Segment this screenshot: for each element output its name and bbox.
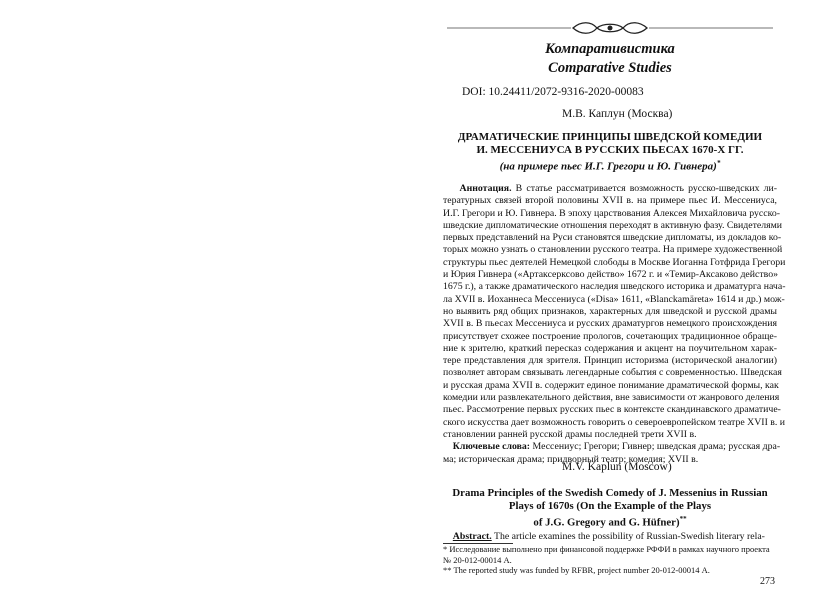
title-en-line: of J.G. Gregory and G. Hüfner)** [533, 515, 687, 529]
abstract-line: ние к зрителю, краткий пересказ содержания и акцент на поучительном харак- [443, 342, 777, 354]
abstract-line: Аннотация. В статье рассматривается возможность русско-шведских ли- [459, 183, 778, 194]
abstract-line: пьес. Рассмотрение первых русских пьес в контексте скандинавского драматиче- [443, 404, 781, 416]
section-title-en: Comparative Studies [548, 60, 672, 76]
footnote-2: ** The reported study was funded by RFBR, project number 20-012-00014 А. [443, 565, 710, 575]
author-en: M.V. Kaplun (Moscow) [562, 461, 672, 473]
author-ru: М.В. Каплун (Москва) [562, 108, 673, 120]
section-title-ru: Компаративистика [545, 41, 675, 57]
title-en-line: Drama Principles of the Swedish Comedy of J. Messenius in Russian [452, 487, 768, 499]
article-title-en [443, 487, 777, 530]
abstract-line: присутствует схожее построение прологов, сочетающих традиционное обраще- [443, 330, 777, 342]
keywords-label: Ключевые слова: [452, 441, 531, 453]
abstract-en-label: Abstract. [452, 531, 492, 542]
title-ru-line: ДРАМАТИЧЕСКИЕ ПРИНЦИПЫ ШВЕДСКОЙ КОМЕДИИ [457, 131, 763, 143]
abstract-line: первых представлений на Руси становятся шведские дипломаты, из докладов ко- [443, 232, 782, 244]
title-en-line: Plays of 1670s (On the Example of the Plays [508, 500, 712, 512]
footnote-1-cont: № 20-012-00014 А. [443, 554, 512, 565]
abstract-line: становлении ранней русской драмы последней трети XVII в. [443, 428, 697, 440]
footnotes [443, 544, 777, 576]
abstract-line: и Юрия Гивнера («Артаксерксово действо» 1672 г. и «Темир-Аксаково действо» [443, 269, 779, 281]
abstract-line: комедии или развлекательного действия, вне зависимости от жанрового деления [443, 392, 780, 404]
abstract-en [443, 531, 777, 542]
abstract-line: ского искусства дает возможность говорить о североевропейском театре XVII в. и [443, 416, 786, 428]
title-ru-line: И. МЕССЕНИУСА В РУССКИХ ПЬЕСАХ 1670-Х ГГ. [476, 144, 744, 156]
keywords-line: ма; историческая драма; придворный театр; комедия; XVII в. [443, 453, 699, 465]
abstract-line: и русская драма XVII в. содержит единое понимание драматической формы, как [443, 379, 779, 391]
footnote-mark: * [716, 159, 721, 167]
abstract-line: ла XVII в. Иоханнеса Мессениуса («Disa» 1611, «Blanckamärеta» 1614 и др.) мож- [443, 293, 785, 305]
abstract-en-text: The article examines the possibility of Russian-Swedish literary rela- [491, 531, 765, 542]
header-ornament [443, 20, 777, 36]
article-title-ru [443, 131, 777, 174]
abstract-line: XVII в. В пьесах Мессениуса и русских драматургов немецкого происхождения [443, 318, 777, 330]
abstract-line: структуры пьес деятелей Немецкой слободы в Москве Иоганна Готфрида Грегори [443, 256, 786, 268]
abstract-line: 1675 г.), а также драматического наследия шведского историка и драматурга нача- [443, 281, 786, 293]
footnote-1: * Исследование выполнено при финансовой поддержке РФФИ в рамках научного проекта [443, 544, 770, 554]
title-ru-subtitle: (на примере пьес И.Г. Грегори и Ю. Гивнера)* [499, 159, 721, 173]
abstract-line: позволяет авторам связывать легендарные события с современностью. Шведская [443, 367, 782, 379]
abstract-label: Аннотация. [459, 183, 512, 194]
keywords-line: Ключевые слова: Мессениус; Грегори; Гивнер; шведская драма; русская дра- [452, 441, 781, 453]
footnote-mark: ** [679, 515, 687, 523]
abstract-line: торых можно узнать о становлении русского театра. На примере художественной [443, 244, 783, 256]
abstract-line: но выявить ряд общих признаков, характерных для шведской и русской драмы [443, 305, 777, 317]
abstract-line: тературных связей второй половины XVII в. на примере пьес И. Мессениуса, [443, 195, 777, 207]
abstract-ru [443, 183, 786, 466]
abstract-line: И.Г. Грегори и Ю. Гивнера. В эпоху царствования Алексея Михайловича русско- [443, 207, 780, 219]
abstract-line: тере представления для зрителя. Принцип историзма (исторической аналогии) [443, 355, 777, 367]
page-number: 273 [760, 576, 775, 587]
abstract-line: шведские дипломатические отношения переходят в активную фазу. Свидетелями [443, 219, 783, 231]
doi: DOI: 10.24411/2072-9316-2020-00083 [462, 86, 644, 98]
